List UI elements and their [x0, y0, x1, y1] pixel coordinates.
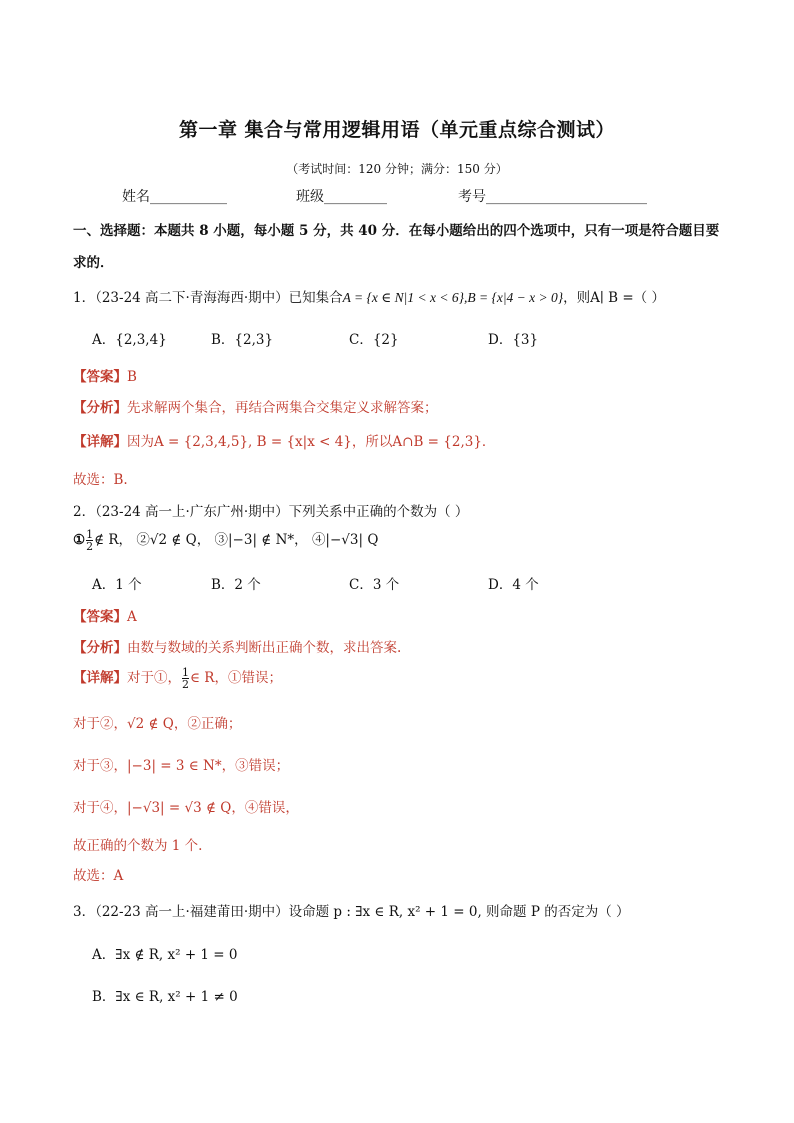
relation-1-mark: ① — [73, 532, 86, 548]
name-field: 姓名___________ — [122, 189, 227, 205]
question-1-analysis — [73, 396, 438, 416]
analysis-tag: 【分析】 — [73, 400, 127, 416]
question-1-prefix: 1．（23-24 高二下·青海海西·期中）已知集合 — [73, 290, 343, 306]
question-1-stem — [73, 286, 665, 306]
exam-info: （考试时间：120 分钟；满分：150 分） — [286, 162, 508, 176]
class-field: 班级_________ — [296, 189, 387, 205]
question-2-conclusion: 故正确的个数为 1 个. — [73, 838, 203, 854]
id-field: 考号_______________________ — [458, 189, 647, 205]
question-1-answer — [73, 365, 137, 385]
section-heading-line2: 求的． — [73, 255, 114, 271]
relation-3: ③|−3| ∉ N*， — [214, 532, 308, 548]
fraction-denominator: 2 — [86, 540, 94, 553]
question-2-detail-3: 对于③，|−3| = 3 ∈ N*，③错误； — [73, 758, 290, 774]
question-1-option-d: D．{3} — [488, 332, 539, 348]
answer-tag: 【答案】 — [73, 609, 127, 625]
answer-tag: 【答案】 — [73, 369, 127, 385]
detail-1-post: ∈ R，①错误； — [190, 670, 282, 686]
detail-tag: 【详解】 — [73, 434, 127, 450]
fraction-numerator: 1 — [182, 666, 189, 679]
answer-value: A — [127, 609, 137, 625]
question-3-option-b: B．∃x ∈ R, x² + 1 ≠ 0 — [92, 989, 238, 1005]
detail-text: 因为A = {2,3,4,5}, B = {x|x < 4}，所以A∩B = {2,3}． — [127, 434, 496, 450]
question-2-option-b: B．2 个 — [211, 577, 261, 593]
question-2-detail-2: 对于②，√2 ∉ Q，②正确； — [73, 716, 242, 732]
relation-4: ④|−√3| Q — [311, 532, 379, 548]
question-2-analysis — [73, 636, 401, 656]
question-2-option-d: D．4 个 — [488, 577, 539, 593]
question-1-detail — [73, 430, 495, 450]
fraction-denominator: 2 — [182, 678, 189, 691]
detail-tag: 【详解】 — [73, 670, 127, 686]
question-2-answer — [73, 605, 137, 625]
fraction-half — [182, 667, 189, 690]
analysis-text: 由数与数域的关系判断出正确个数，求出答案. — [127, 640, 402, 656]
question-2-relations — [73, 528, 378, 552]
detail-1-pre: 对于①， — [127, 670, 181, 686]
question-1-set-b: ,B = {x|4 − x > 0} — [463, 290, 564, 305]
question-1-option-b: B．{2,3} — [211, 332, 274, 348]
question-1-option-a: A．{2,3,4} — [92, 332, 167, 348]
page-title: 第一章 集合与常用逻辑用语（单元重点综合测试） — [178, 119, 616, 141]
relation-2: ②√2 ∉ Q， — [136, 532, 211, 548]
question-3-stem: 3．（22-23 高一上·福建莆田·期中）设命题 p : ∃x ∈ R, x² + 1 = 0, 则命题 P 的否定为（ ） — [73, 904, 630, 920]
question-1-set-a: A = {x ∈ N|1 < x < 6} — [342, 290, 464, 305]
question-1-choice: 故选：B. — [73, 472, 128, 488]
answer-value: B — [127, 369, 137, 385]
analysis-text: 先求解两个集合，再结合两集合交集定义求解答案； — [127, 400, 438, 416]
question-2-detail-4: 对于④，|−√3| = √3 ∉ Q，④错误， — [73, 800, 299, 816]
question-2-detail-1 — [73, 666, 282, 690]
section-heading-line1: 一、选择题：本题共 8 小题，每小题 5 分，共 40 分．在每小题给出的四个选项中，只有一项是符合题目要 — [73, 223, 720, 239]
analysis-tag: 【分析】 — [73, 640, 127, 656]
question-1-suffix: ，则A∣ B =（ ） — [563, 290, 665, 306]
question-2-choice: 故选：A — [73, 868, 124, 884]
question-2-option-c: C．3 个 — [349, 577, 400, 593]
question-1-option-c: C．{2} — [349, 332, 399, 348]
question-2-option-a: A．1 个 — [92, 577, 142, 593]
relation-1-rest: ∉ R， — [94, 532, 133, 548]
fraction-numerator: 1 — [86, 528, 94, 541]
question-3-option-a: A．∃x ∉ R, x² + 1 = 0 — [92, 947, 238, 963]
question-2-stem: 2．（23-24 高一上·广东广州·期中）下列关系中正确的个数为（ ） — [73, 504, 469, 520]
fraction-half — [86, 529, 93, 552]
